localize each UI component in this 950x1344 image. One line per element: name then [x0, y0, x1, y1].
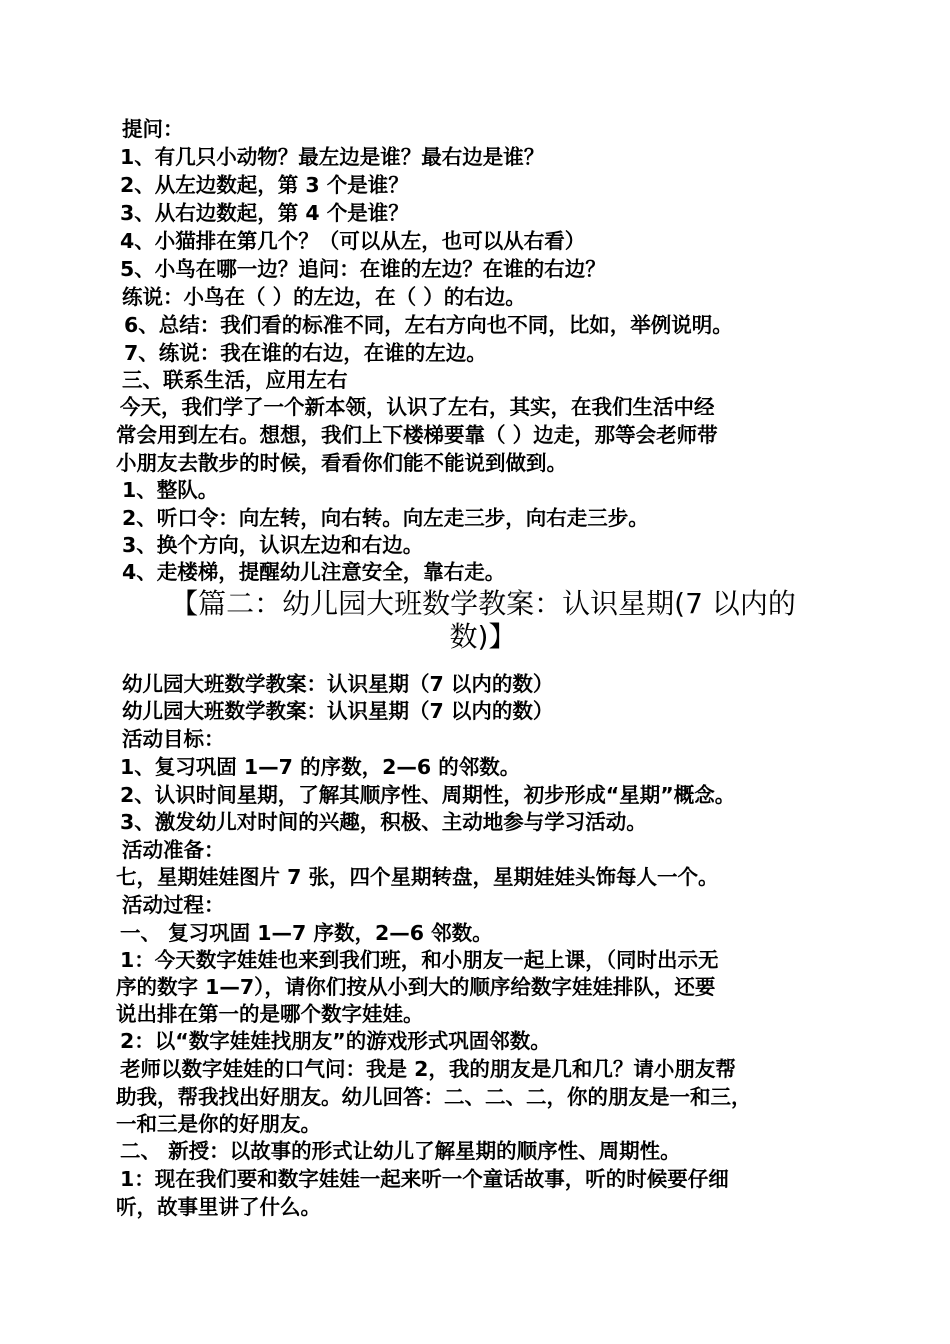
text-line: 7、练说：我在谁的右边，在谁的左边。: [124, 341, 487, 365]
section-heading: 活动目标：: [122, 727, 225, 751]
text-line: 1、整队。: [122, 478, 219, 502]
text-line: 幼儿园大班数学教案：认识星期（7 以内的数）: [122, 672, 554, 696]
text-line: 5、小鸟在哪一边？追问：在谁的左边？在谁的右边？: [120, 257, 606, 281]
text-line: 老师以数字娃娃的口气问：我是 2，我的朋友是几和几？请小朋友帮: [120, 1057, 736, 1081]
text-line: 序的数字 1—7），请你们按从小到大的顺序给数字娃娃排队，还要: [116, 975, 716, 999]
chapter-title-continued: 数)】: [449, 620, 517, 653]
text-line: 1、复习巩固 1—7 的序数，2—6 的邻数。: [120, 755, 521, 779]
text-line: 幼儿园大班数学教案：认识星期（7 以内的数）: [122, 699, 554, 723]
text-line: 今天，我们学了一个新本领，认识了左右，其实，在我们生活中经: [120, 395, 715, 419]
text-line: 4、走楼梯，提醒幼儿注意安全，靠右走。: [122, 560, 506, 584]
text-line: 说出排在第一的是哪个数字娃娃。: [116, 1002, 424, 1026]
text-line: 提问：: [122, 117, 184, 141]
text-line: 3、激发幼儿对时间的兴趣，积极、主动地参与学习活动。: [120, 810, 647, 834]
text-line: 一和三是你的好朋友。: [116, 1112, 321, 1136]
text-line: 七，星期娃娃图片 7 张，四个星期转盘，星期娃娃头饰每人一个。: [116, 865, 719, 889]
text-line: 1：今天数字娃娃也来到我们班，和小朋友一起上课，（同时出示无: [120, 948, 719, 972]
text-line: 2、听口令：向左转，向右转。向左走三步，向右走三步。: [122, 506, 649, 530]
text-line: 听，故事里讲了什么。: [116, 1195, 321, 1219]
text-line: 常会用到左右。想想，我们上下楼梯要靠（ ）边走，那等会老师带: [116, 423, 718, 447]
text-line: 1：现在我们要和数字娃娃一起来听一个童话故事，听的时候要仔细: [120, 1167, 729, 1191]
chapter-title: 【篇二：幼儿园大班数学教案：认识星期(7 以内的: [170, 587, 796, 620]
text-line: 4、小猫排在第几个？（可以从左，也可以从右看）: [120, 229, 586, 253]
section-heading: 活动过程：: [122, 893, 225, 917]
text-line: 一、 复习巩固 1—7 序数，2—6 邻数。: [120, 921, 493, 945]
text-line: 2：以“数字娃娃找朋友”的游戏形式巩固邻数。: [120, 1029, 551, 1053]
text-line: 3、换个方向，认识左边和右边。: [122, 533, 424, 557]
text-line: 2、认识时间星期，了解其顺序性、周期性，初步形成“星期”概念。: [120, 783, 736, 807]
text-line: 2、从左边数起，第 3 个是谁？: [120, 173, 409, 197]
text-line: 小朋友去散步的时候，看看你们能不能说到做到。: [116, 451, 567, 475]
text-line: 1、有几只小动物？最左边是谁？最右边是谁？: [120, 145, 545, 169]
section-heading: 二、 新授：以故事的形式让幼儿了解星期的顺序性、周期性。: [120, 1139, 681, 1163]
section-heading: 活动准备：: [122, 838, 225, 862]
text-line: 助我，帮我找出好朋友。幼儿回答：二、二、二，你的朋友是一和三，: [116, 1085, 752, 1109]
text-line: 6、总结：我们看的标准不同，左右方向也不同，比如，举例说明。: [124, 313, 733, 337]
text-line: 3、从右边数起，第 4 个是谁？: [120, 201, 409, 225]
text-line: 练说：小鸟在（ ）的左边，在（ ）的右边。: [122, 285, 526, 309]
section-heading: 三、联系生活，应用左右: [122, 368, 348, 392]
